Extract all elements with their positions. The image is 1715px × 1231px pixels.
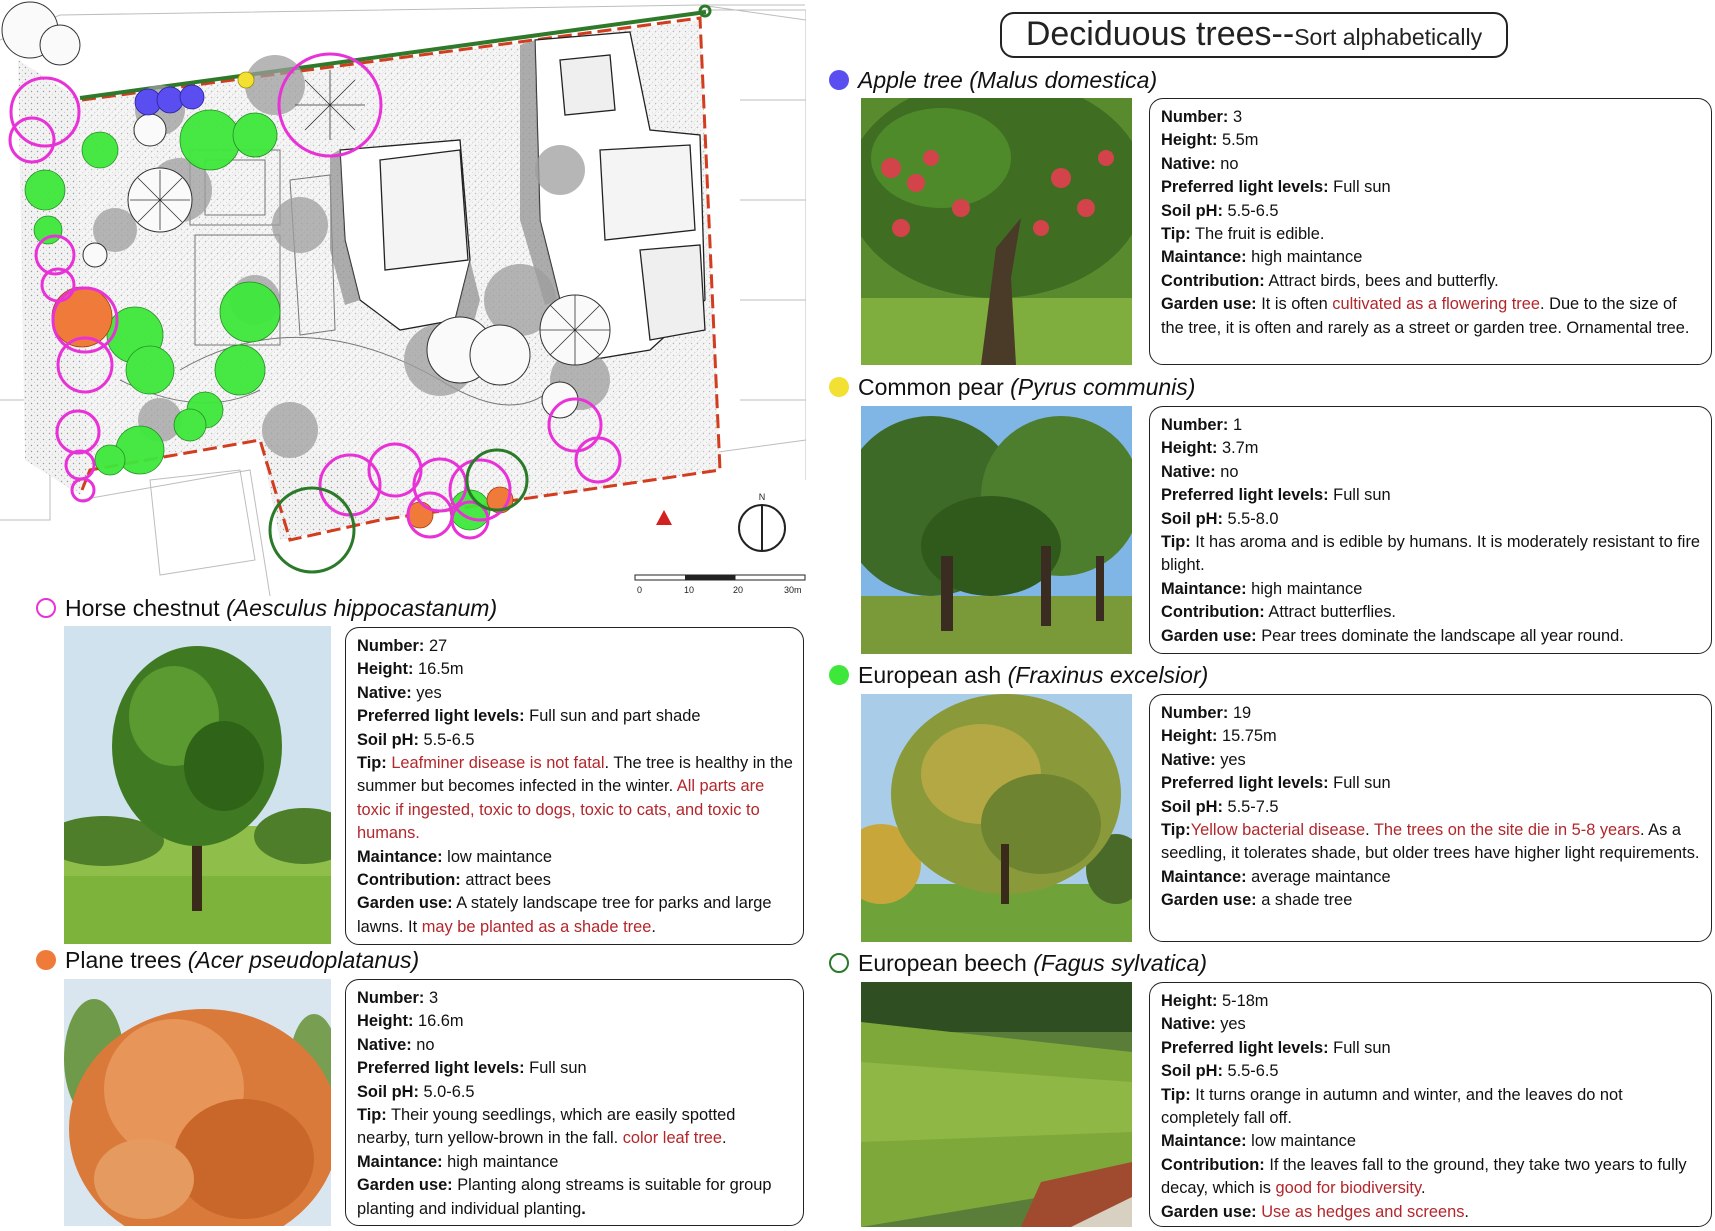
detail-label: Height: bbox=[1161, 727, 1218, 746]
highlight-text: The trees on the site die in 5-8 years bbox=[1373, 821, 1640, 840]
page-subtitle: Sort alphabetically bbox=[1294, 24, 1483, 50]
site-plan bbox=[0, 0, 806, 596]
detail-label: Garden use: bbox=[357, 894, 453, 913]
detail-row bbox=[1161, 414, 1701, 437]
detail-label: Soil pH: bbox=[1161, 1062, 1223, 1081]
detail-row bbox=[1161, 819, 1701, 866]
detail-value: 5.5-6.5 bbox=[1222, 1062, 1279, 1081]
detail-label: Number: bbox=[1161, 108, 1229, 126]
highlight-text: may be planted as a shade tree bbox=[421, 917, 652, 936]
european-beech-scientific-name: (Fagus sylvatica) bbox=[1033, 950, 1208, 976]
horse-chestnut-scientific-name: (Aesculus hippocastanum) bbox=[226, 595, 498, 621]
detail-row bbox=[1161, 601, 1701, 624]
european-beech-heading bbox=[829, 949, 1207, 977]
detail-value: no bbox=[411, 1035, 435, 1054]
horse-chestnut-details bbox=[357, 635, 793, 939]
north-label: N bbox=[758, 492, 766, 502]
detail-row bbox=[1161, 772, 1701, 795]
detail-label: Native: bbox=[357, 683, 412, 702]
european-ash-heading bbox=[829, 661, 1208, 689]
detail-value: . As a seedling, it tolerates shade, but older trees have higher light requirements. bbox=[1161, 821, 1700, 863]
european-beech-details bbox=[1161, 990, 1701, 1224]
detail-label: Tip: bbox=[357, 1106, 387, 1125]
common-pear-common-name: Common pear bbox=[858, 374, 1004, 400]
horse-chestnut-marker-icon bbox=[36, 598, 56, 618]
detail-label: Number: bbox=[1161, 704, 1229, 722]
detail-row bbox=[1161, 990, 1701, 1013]
detail-value: high maintance bbox=[1246, 579, 1363, 598]
detail-row bbox=[1161, 484, 1701, 507]
highlight-text: good for biodiversity bbox=[1275, 1179, 1421, 1198]
detail-row bbox=[1161, 1013, 1701, 1036]
detail-row bbox=[357, 869, 793, 892]
detail-row bbox=[1161, 508, 1701, 531]
detail-label: Number: bbox=[357, 989, 425, 1007]
detail-label: Tip: bbox=[1161, 533, 1191, 552]
detail-label: Preferred light levels: bbox=[1161, 178, 1329, 197]
detail-label: Preferred light levels: bbox=[357, 1059, 525, 1078]
detail-row bbox=[1161, 176, 1701, 199]
plane-trees-heading bbox=[36, 946, 419, 974]
common-pear-photo bbox=[861, 406, 1132, 654]
detail-label: Soil pH: bbox=[1161, 797, 1223, 816]
detail-label: Garden use: bbox=[357, 1176, 453, 1195]
common-pear-details bbox=[1161, 414, 1701, 648]
detail-label: Maintance: bbox=[357, 847, 443, 866]
detail-label: Height: bbox=[1161, 439, 1218, 458]
detail-label: Contribution: bbox=[1161, 603, 1265, 622]
detail-value: Pear trees dominate the landscape all year round. bbox=[1256, 626, 1624, 645]
detail-label: Preferred light levels: bbox=[1161, 1038, 1329, 1057]
detail-row bbox=[357, 892, 793, 939]
detail-label: Tip: bbox=[357, 754, 387, 773]
detail-row bbox=[1161, 725, 1701, 748]
detail-value: Full sun bbox=[1328, 178, 1391, 197]
page-title-box bbox=[1000, 12, 1508, 58]
detail-value: Planting along streams is suitable for group planting and individual planting bbox=[357, 1176, 772, 1218]
detail-label: Tip: bbox=[1161, 225, 1191, 244]
detail-value: 16.6m bbox=[413, 1012, 464, 1031]
detail-row bbox=[357, 987, 793, 1010]
detail-value: 15.75m bbox=[1217, 727, 1277, 746]
detail-value: Full sun bbox=[1328, 486, 1391, 505]
detail-label: Contribution: bbox=[1161, 271, 1265, 290]
detail-value: 19 bbox=[1228, 704, 1252, 722]
detail-row bbox=[357, 635, 793, 658]
detail-value: . Due to the size of the tree, it is often and rarely as a street or garden tree. Ornamental tree. bbox=[1161, 295, 1690, 337]
detail-value: attract bees bbox=[460, 871, 551, 890]
detail-row bbox=[357, 729, 793, 752]
detail-row bbox=[1161, 1201, 1701, 1224]
detail-row bbox=[1161, 796, 1701, 819]
detail-row bbox=[357, 1151, 793, 1174]
common-pear-heading bbox=[829, 373, 1195, 401]
detail-value: no bbox=[1215, 462, 1239, 481]
detail-row bbox=[1161, 866, 1701, 889]
detail-value: high maintance bbox=[442, 1152, 559, 1171]
detail-value: If the leaves fall to the ground, they take two years to fully decay, which is bbox=[1161, 1155, 1687, 1198]
detail-row bbox=[1161, 1154, 1701, 1201]
detail-value: no bbox=[1215, 154, 1239, 173]
scale-label-30: 30m bbox=[784, 585, 802, 595]
horse-chestnut-photo bbox=[64, 626, 331, 944]
detail-value: a shade tree bbox=[1256, 891, 1353, 910]
detail-row bbox=[1161, 223, 1701, 246]
page-title: Deciduous trees-- bbox=[1025, 15, 1295, 53]
european-ash-marker-icon bbox=[829, 665, 849, 685]
detail-value: 5-18m bbox=[1217, 992, 1269, 1010]
detail-value: Full sun bbox=[1328, 774, 1391, 793]
european-ash-common-name: European ash bbox=[858, 662, 1002, 688]
detail-row bbox=[1161, 578, 1701, 601]
detail-value: Full sun bbox=[1328, 1038, 1391, 1057]
detail-label: Maintance: bbox=[1161, 867, 1247, 886]
detail-row bbox=[1161, 625, 1701, 648]
detail-label: Height: bbox=[1161, 131, 1218, 150]
detail-value: The fruit is edible. bbox=[1190, 225, 1325, 244]
scale-label-0: 0 bbox=[637, 585, 643, 595]
detail-value: 3 bbox=[1228, 108, 1243, 126]
apple-tree-scientific-name: (Malus domestica) bbox=[969, 67, 1158, 93]
european-ash-details bbox=[1161, 702, 1701, 913]
detail-value: Full sun bbox=[524, 1059, 587, 1078]
detail-row bbox=[1161, 106, 1701, 129]
detail-row bbox=[1161, 153, 1701, 176]
detail-row bbox=[357, 752, 793, 846]
highlight-text: cultivated as a flowering tree bbox=[1332, 295, 1540, 314]
detail-label: Number: bbox=[357, 637, 425, 655]
highlight-text: Leafminer disease is not fatal bbox=[391, 754, 605, 773]
detail-value: high maintance bbox=[1246, 248, 1363, 267]
common-pear-card bbox=[1149, 406, 1712, 654]
detail-value: It is often bbox=[1256, 295, 1333, 314]
detail-label: Soil pH: bbox=[357, 730, 419, 749]
detail-label: Native: bbox=[1161, 462, 1216, 481]
detail-label: Soil pH: bbox=[1161, 509, 1223, 528]
detail-row bbox=[357, 1174, 793, 1221]
detail-row bbox=[1161, 1037, 1701, 1060]
detail-value: 5.5-6.5 bbox=[1222, 201, 1279, 220]
highlight-text: Use as hedges and screens bbox=[1261, 1202, 1465, 1221]
plane-trees-marker-icon bbox=[36, 950, 56, 970]
detail-label: Height: bbox=[357, 660, 414, 679]
detail-label: Preferred light levels: bbox=[1161, 774, 1329, 793]
detail-value: 1 bbox=[1228, 416, 1243, 434]
detail-label: Maintance: bbox=[1161, 1132, 1247, 1151]
detail-value: Their young seedlings, which are easily spotted nearby, turn yellow-brown in the fall. bbox=[357, 1106, 736, 1148]
site-plan-drawing bbox=[0, 0, 806, 596]
detail-value: . bbox=[722, 1129, 727, 1148]
apple-tree-marker-icon bbox=[829, 70, 849, 90]
detail-value: yes bbox=[1215, 1015, 1246, 1034]
european-ash-card bbox=[1149, 694, 1712, 942]
detail-label: Garden use: bbox=[1161, 891, 1257, 910]
detail-value: Attract butterflies. bbox=[1264, 603, 1396, 622]
detail-row bbox=[357, 705, 793, 728]
detail-value: Attract birds, bees and butterfly. bbox=[1264, 271, 1499, 290]
detail-row bbox=[1161, 1130, 1701, 1153]
detail-row bbox=[357, 682, 793, 705]
detail-label: Soil pH: bbox=[357, 1082, 419, 1101]
common-pear-scientific-name: (Pyrus communis) bbox=[1010, 374, 1196, 400]
detail-label: Tip: bbox=[1161, 821, 1191, 840]
detail-value: 5.5-8.0 bbox=[1222, 509, 1279, 528]
detail-row bbox=[1161, 437, 1701, 460]
european-beech-common-name: European beech bbox=[858, 950, 1027, 976]
detail-label: Native: bbox=[1161, 154, 1216, 173]
scale-label-10: 10 bbox=[684, 585, 695, 595]
detail-row bbox=[357, 1081, 793, 1104]
detail-label: Height: bbox=[1161, 992, 1218, 1010]
plane-trees-photo bbox=[64, 979, 331, 1226]
detail-row bbox=[1161, 889, 1701, 912]
detail-value: . bbox=[1365, 821, 1374, 840]
detail-value: 3 bbox=[424, 989, 439, 1007]
detail-value: yes bbox=[411, 683, 442, 702]
european-ash-photo bbox=[861, 694, 1132, 942]
detail-row bbox=[1161, 293, 1701, 340]
highlight-text: All parts are toxic if ingested, toxic to dogs, toxic to cats, and toxic to humans. bbox=[357, 777, 765, 843]
detail-value: 5.5m bbox=[1217, 131, 1259, 150]
detail-row bbox=[357, 1104, 793, 1151]
detail-row bbox=[1161, 1084, 1701, 1131]
plane-trees-card bbox=[345, 979, 804, 1226]
detail-value: It has aroma and is edible by humans. It is moderately resistant to fire blight. bbox=[1161, 533, 1701, 575]
detail-label: Garden use: bbox=[1161, 295, 1257, 314]
apple-tree-card bbox=[1149, 98, 1712, 365]
detail-value: low maintance bbox=[442, 847, 552, 866]
european-beech-photo bbox=[861, 982, 1132, 1227]
detail-value: A stately landscape tree for parks and large lawns. It bbox=[357, 894, 772, 936]
detail-value: It turns orange in autumn and winter, and the leaves do not completely fall off. bbox=[1161, 1085, 1623, 1128]
detail-row bbox=[1161, 1060, 1701, 1083]
detail-row bbox=[1161, 270, 1701, 293]
detail-label: Contribution: bbox=[1161, 1155, 1265, 1174]
horse-chestnut-heading bbox=[36, 594, 497, 622]
detail-label: Maintance: bbox=[357, 1152, 443, 1171]
plane-trees-common-name: Plane trees bbox=[65, 947, 182, 973]
european-beech-marker-icon bbox=[829, 953, 849, 973]
detail-value: 5.5-7.5 bbox=[1222, 797, 1279, 816]
detail-label: Garden use: bbox=[1161, 1202, 1257, 1221]
detail-label: Height: bbox=[357, 1012, 414, 1031]
detail-row bbox=[1161, 749, 1701, 772]
detail-label: Garden use: bbox=[1161, 626, 1257, 645]
detail-label: Preferred light levels: bbox=[1161, 486, 1329, 505]
detail-row bbox=[1161, 461, 1701, 484]
horse-chestnut-card bbox=[345, 627, 804, 945]
detail-row bbox=[1161, 246, 1701, 269]
detail-row bbox=[1161, 129, 1701, 152]
detail-row bbox=[357, 1057, 793, 1080]
apple-tree-common-name: Apple tree bbox=[858, 67, 963, 93]
detail-value: average maintance bbox=[1246, 867, 1391, 886]
detail-label: Tip: bbox=[1161, 1085, 1191, 1104]
detail-value: . The tree is healthy in the summer but becomes infected in the winter. bbox=[357, 754, 793, 796]
plane-trees-details bbox=[357, 987, 793, 1221]
detail-label: Maintance: bbox=[1161, 579, 1247, 598]
european-ash-scientific-name: (Fraxinus excelsior) bbox=[1007, 662, 1209, 688]
detail-value: . bbox=[1464, 1202, 1469, 1221]
apple-tree-heading bbox=[829, 66, 1157, 94]
detail-row bbox=[357, 846, 793, 869]
detail-row bbox=[1161, 200, 1701, 223]
detail-value: 5.0-6.5 bbox=[418, 1082, 475, 1101]
detail-value: 5.5-6.5 bbox=[418, 730, 475, 749]
detail-label: Native: bbox=[1161, 750, 1216, 769]
detail-value: 27 bbox=[424, 637, 448, 655]
plane-trees-scientific-name: (Acer pseudoplatanus) bbox=[187, 947, 420, 973]
detail-value: Full sun and part shade bbox=[524, 707, 701, 726]
detail-row bbox=[1161, 531, 1701, 578]
detail-row bbox=[357, 1034, 793, 1057]
detail-row bbox=[357, 1010, 793, 1033]
highlight-text: color leaf tree bbox=[622, 1129, 723, 1148]
detail-label: Native: bbox=[1161, 1015, 1216, 1034]
common-pear-marker-icon bbox=[829, 377, 849, 397]
highlight-text: Yellow bacterial disease bbox=[1190, 821, 1366, 840]
detail-label: Number: bbox=[1161, 416, 1229, 434]
detail-row bbox=[1161, 702, 1701, 725]
detail-value: . bbox=[581, 1199, 586, 1218]
european-beech-card bbox=[1149, 982, 1712, 1227]
detail-value: yes bbox=[1215, 750, 1246, 769]
detail-row bbox=[357, 658, 793, 681]
apple-tree-photo bbox=[861, 98, 1132, 365]
detail-label: Soil pH: bbox=[1161, 201, 1223, 220]
apple-tree-details bbox=[1161, 106, 1701, 340]
detail-value: 16.5m bbox=[413, 660, 464, 679]
detail-value: low maintance bbox=[1246, 1132, 1356, 1151]
detail-label: Maintance: bbox=[1161, 248, 1247, 267]
detail-label: Native: bbox=[357, 1035, 412, 1054]
detail-label: Contribution: bbox=[357, 871, 461, 890]
detail-label: Preferred light levels: bbox=[357, 707, 525, 726]
scale-label-20: 20 bbox=[733, 585, 744, 595]
horse-chestnut-common-name: Horse chestnut bbox=[65, 595, 220, 621]
detail-value: 3.7m bbox=[1217, 439, 1259, 458]
detail-value: . bbox=[1420, 1179, 1426, 1198]
detail-value: . bbox=[651, 917, 656, 936]
